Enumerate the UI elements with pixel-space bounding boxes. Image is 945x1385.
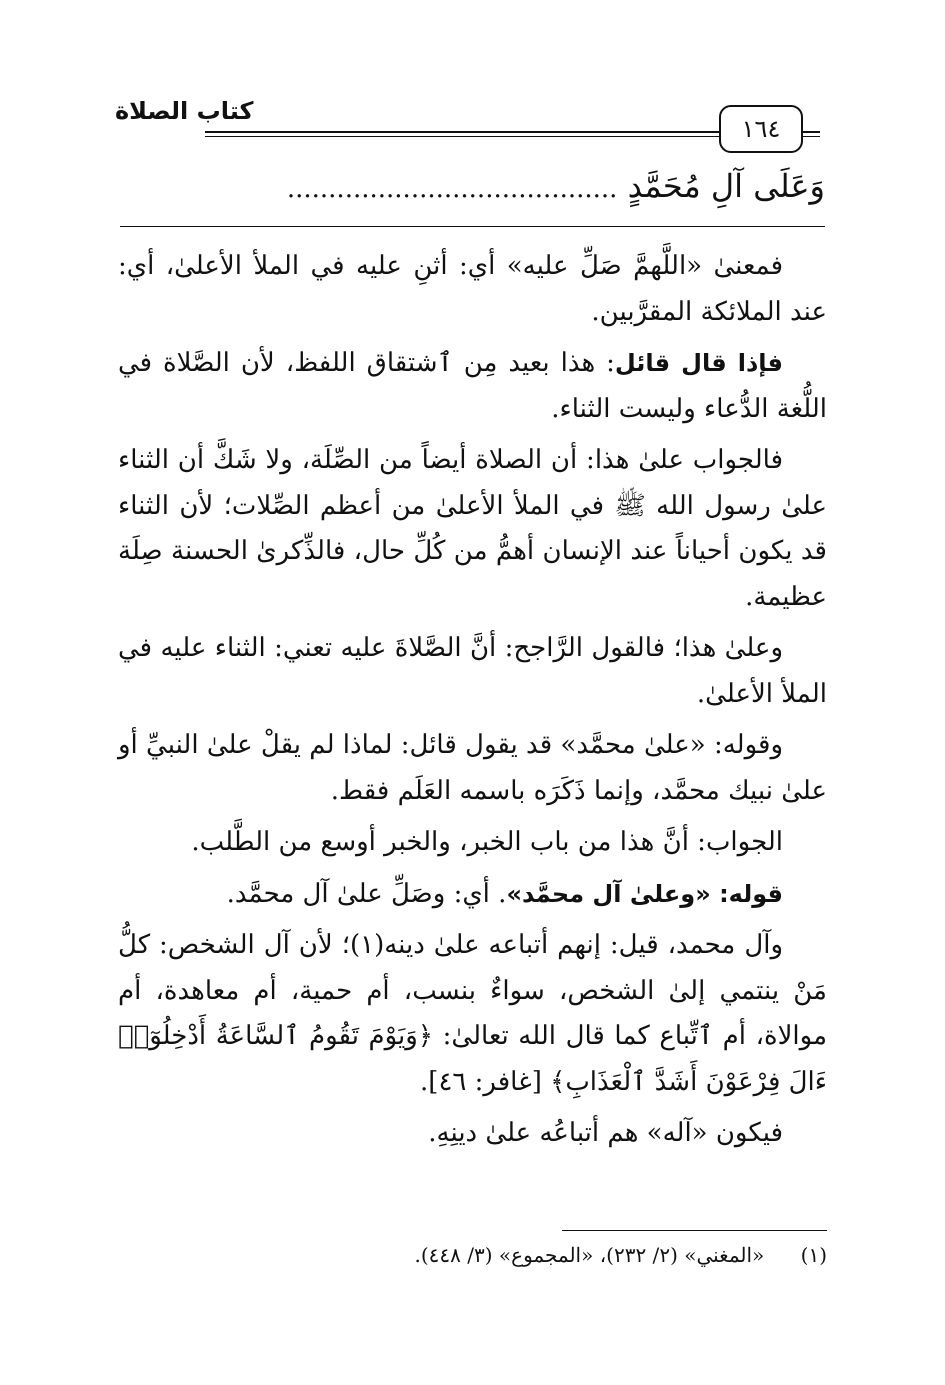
paragraph: فإذا قال قائل: هذا بعيد مِن ٱشتقاق اللفظ، لأن الصَّلاة في اللُّغة الدُّعاء وليست الثناء. [118,348,827,424]
matn-line [120,158,825,214]
page-number: ١٦٤ [719,105,803,153]
paragraph: قوله: «وعلىٰ آل محمَّد». أي: وصَلِّ علىٰ آل محمَّد. [226,878,783,909]
paragraph: فمعنىٰ «اللَّهمَّ صَلِّ عليه» أي: أثنِ عليه في الملأ الأعلىٰ، أي: عند الملائكة المقرَّبين. [118,251,827,327]
paragraph: وعلىٰ هذا؛ فالقول الرَّاجح: أنَّ الصَّلاةَ عليه تعني: الثناء عليه في الملأ الأعلىٰ. [118,633,827,709]
paragraph: فيكون «آله» هم أتباعُه علىٰ دينِهِ. [428,1118,783,1148]
footnote-mark: (١) [800,1243,827,1267]
book-title: كتاب الصلاة [115,97,254,125]
matn-rule [120,226,825,227]
footnote [118,1238,827,1272]
paragraph: وقوله: «علىٰ محمَّد» قد يقول قائل: لماذا لم يقلْ علىٰ النبيِّ أو علىٰ نبيك محمَّد، وإنما ذَكَرَه باسمه العَلَم فقط. [118,730,827,806]
paragraph-lead: فإذا قال قائل [614,349,783,377]
paragraph: فالجواب علىٰ هذا: أن الصلاة أيضاً من الصِّلَة، ولا شَكَّ أن الثناء علىٰ رسول الله ﷺ في الملأ الأعلىٰ من أعظم الصِّلات؛ لأن الثناء قد يكون أحياناً عند الإنسان أهمُّ من كُلِّ حال، فالذِّكرىٰ الحسنة صِلَة عظيمة. [118,445,827,612]
paragraph-lead: قوله: «وعلىٰ آل محمَّد» [506,879,783,908]
matn-text: وَعَلَى آلِ مُحَمَّدٍ [627,167,825,205]
running-header [115,95,820,155]
matn-dots: ........................................ [286,174,618,204]
footnote-text: «المغني» (٢/ ٢٣٢)، «المجموع» (٣/ ٤٤٨). [414,1243,765,1267]
body-text [118,244,827,1163]
footnote-rule [562,1230,827,1231]
paragraph: الجواب: أنَّ هذا من باب الخبر، والخبر أوسع من الطَّلب. [191,827,783,857]
paragraph: وآل محمد، قيل: إنهم أتباعه علىٰ دينه(١)؛ لأن آل الشخص: كلُّ مَنْ ينتمي إلىٰ الشخص، سواءٌ بنسب، أم حمية، أم معاهدة، أم موالاة، أم ٱتِّباع كما قال الله تعالىٰ: ﴿وَيَوْمَ تَقُومُ ٱلسَّاعَةُ أَدْخِلُوٓا۟ ءَالَ فِرْعَوْنَ أَشَدَّ ٱلْعَذَابِ﴾ [غافر: ٤٦]. [118,930,827,1097]
